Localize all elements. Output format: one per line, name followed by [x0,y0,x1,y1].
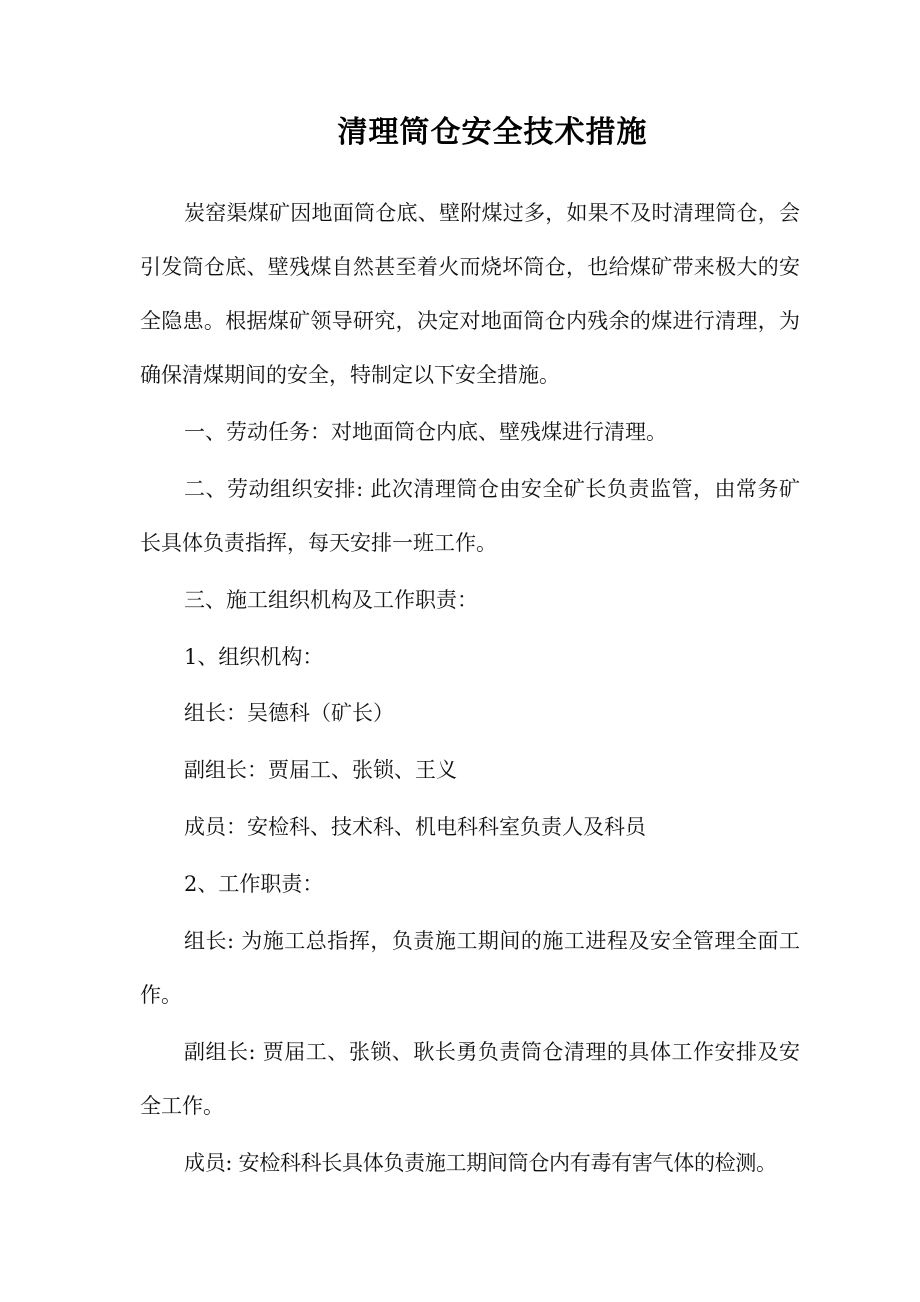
paragraph-labor-organization: 二、劳动组织安排: 此次清理筒仓由安全矿长负责监管，由常务矿长具体负责指挥，每天安排一班工作。 [140,476,800,555]
paragraph-team-leader: 组长：吴德科（矿长） [184,701,394,726]
paragraph-member-duty: 成员: 安检科科长具体负责施工期间筒仓内有毒有害气体的检测。 [184,1150,777,1175]
paragraph-deputy-duty: 副组长: 贾届工、张锁、耿长勇负责筒仓清理的具体工作安排及安全工作。 [140,1039,800,1118]
paragraph-duties-heading: 2、工作职责： [184,872,324,897]
paragraph-intro: 炭窑渠煤矿因地面筒仓底、壁附煤过多，如果不及时清理筒仓，会引发筒仓底、壁残煤自然甚至着火而烧坏筒仓，也给煤矿带来极大的安全隐患。根据煤矿领导研究，决定对地面筒仓内残余的煤进行清理，为确保清煤期间的安全，特制定以下安全措施。 [140,201,800,387]
paragraph-leader-duty: 组长: 为施工总指挥，负责施工期间的施工进程及安全管理全面工作。 [140,929,800,1008]
paragraph-labor-task: 一、劳动任务：对地面筒仓内底、壁残煤进行清理。 [184,419,667,444]
paragraph-members: 成员：安检科、技术科、机电科科室负责人及科员 [184,815,646,840]
document-body [140,186,800,1193]
paragraph-deputy-leaders: 副组长：贾届工、张锁、王义 [184,758,457,783]
document-title: 清理筒仓安全技术措施 [337,115,648,150]
paragraph-section-three-heading: 三、施工组织机构及工作职责： [184,587,478,612]
paragraph-organization-heading: 1、组织机构： [184,644,324,669]
